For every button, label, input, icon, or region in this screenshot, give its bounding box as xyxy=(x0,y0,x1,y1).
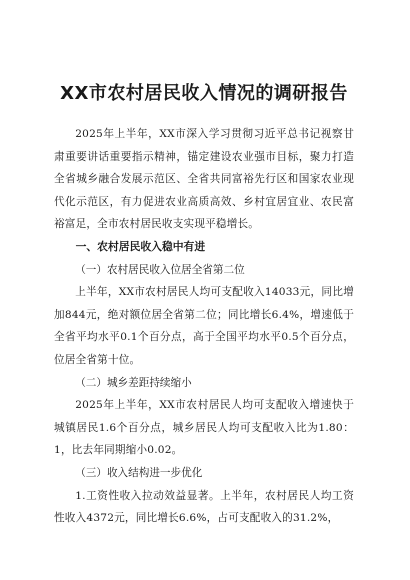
subsection-2-heading: （二）城乡差距持续缩小 xyxy=(75,376,192,389)
subsection-3-paragraph: 1.工资性收入拉动效益显著。上半年，农村居民人均工资性收入4372元，同比增长6.6%，占可支配收入的31.2%， xyxy=(54,489,354,525)
subsection-1-paragraph: 上半年，XX市农村居民人均可支配收入14033元，同比增加844元，绝对额位居全省第二位；同比增长6.4%，增速低于全省平均水平0.1个百分点，高于全国平均水平0.5个百分点，位居全省第十位。 xyxy=(54,286,354,366)
subsection-2-paragraph: 2025年上半年，XX市农村居民人均可支配收入增速快于城镇居民1.6个百分点，城乡居民人均可支配收入比为1.80：1，比去年同期缩小0.02。 xyxy=(54,399,354,457)
subsection-3-heading: （三）收入结构进一步优化 xyxy=(75,466,203,479)
document-title: XX市农村居民收入情况的调研报告 xyxy=(60,83,348,104)
section-1-heading: 一、农村居民收入稳中有进 xyxy=(75,239,206,253)
subsection-1-heading: （一）农村居民收入位居全省第二位 xyxy=(75,263,245,276)
intro-paragraph: 2025年上半年，XX市深入学习贯彻习近平总书记视察甘肃重要讲话重要指示精神，锚定建设农业强市目标，聚力打造全省城乡融合发展示范区、全省共同富裕先行区和国家农业现代化示范区，有力促进农业高质高效、乡村宜居宜业、农民富裕富足，全市农村居民收支实现平稳增长。 xyxy=(54,128,354,231)
document-body xyxy=(54,123,354,530)
